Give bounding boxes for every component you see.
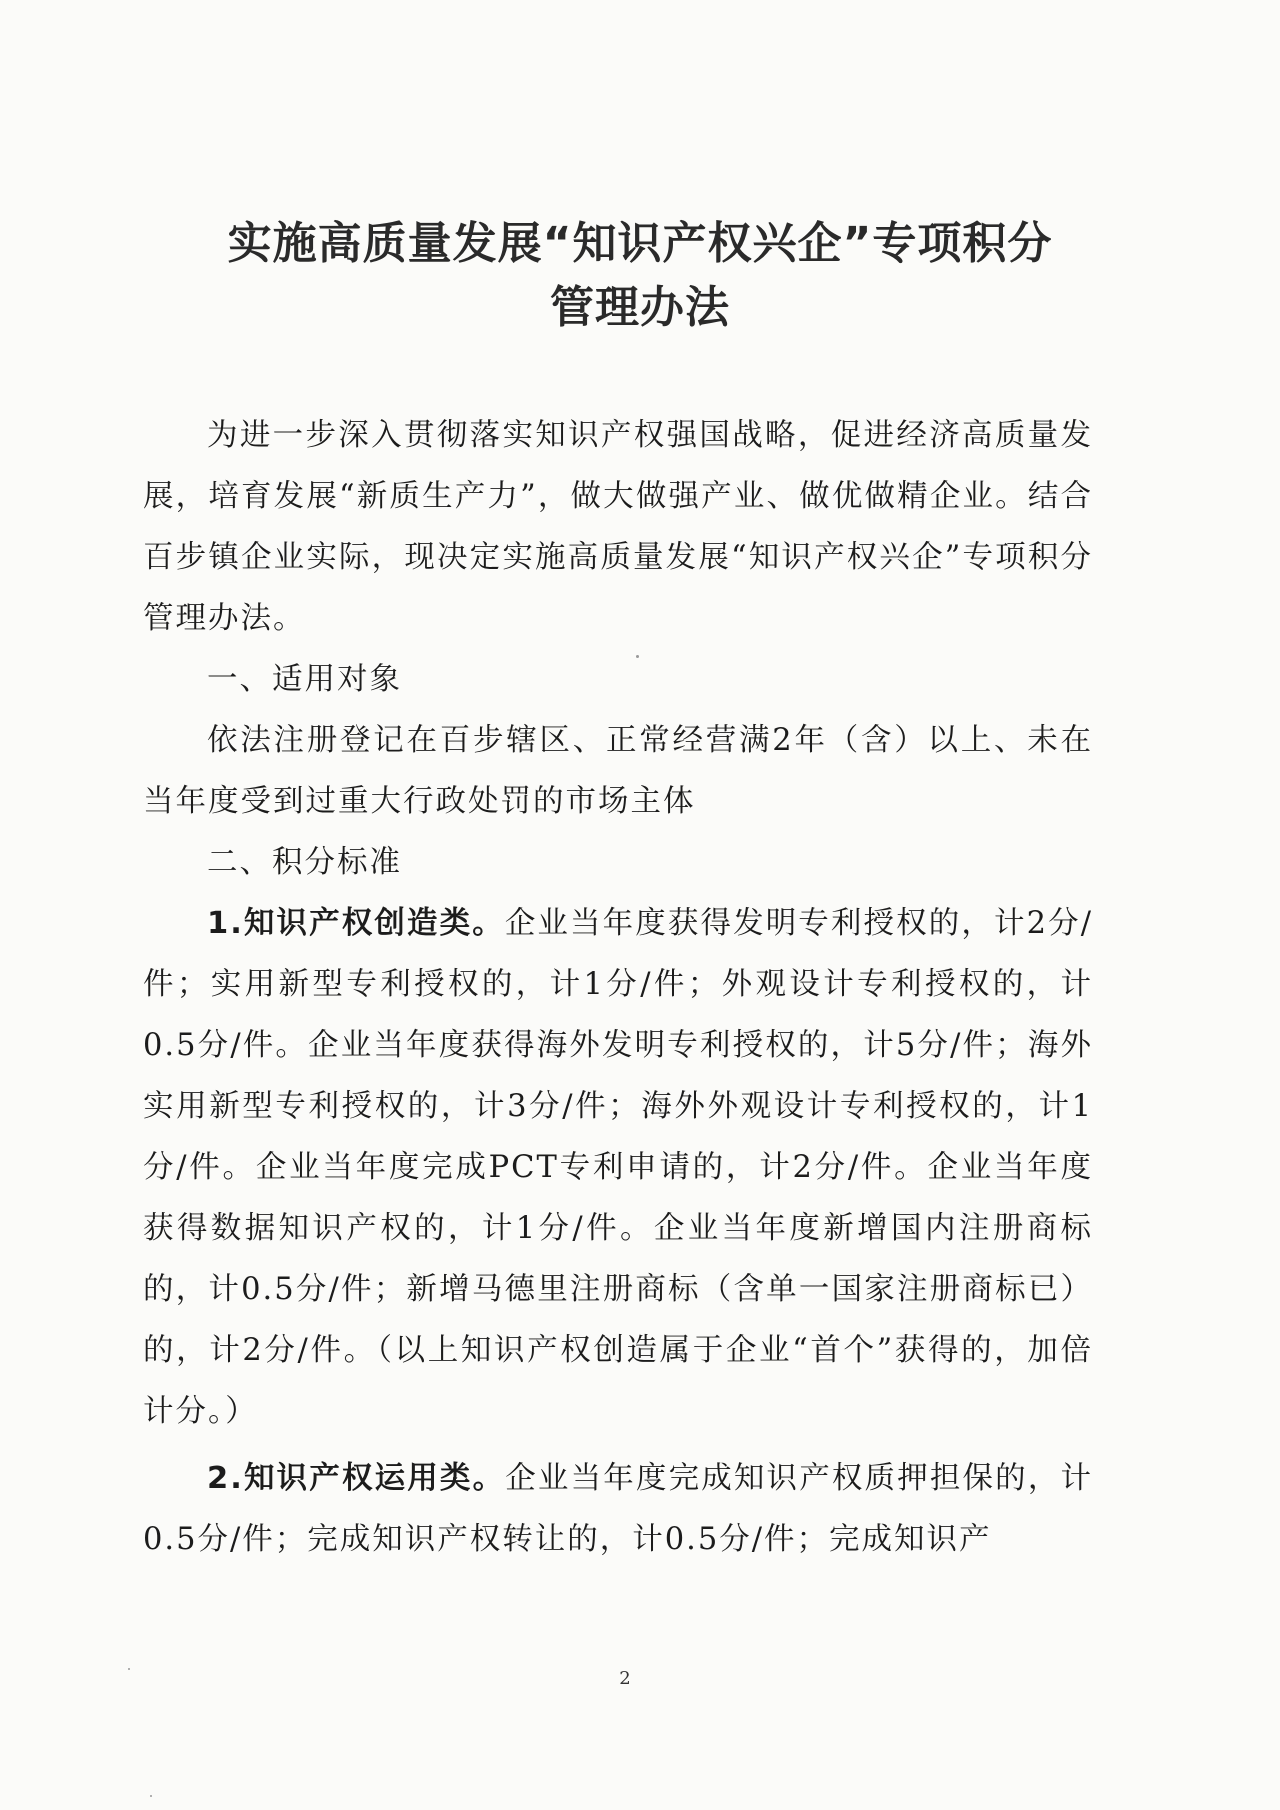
- document-body: [143, 405, 1093, 1570]
- item-lead-creation: 1.知识产权创造类。: [207, 906, 505, 941]
- criteria-item-application: [143, 1448, 1093, 1570]
- criteria-item-creation: [143, 893, 1093, 1442]
- scan-speck: [128, 1668, 130, 1670]
- title-line-1: 实施高质量发展“知识产权兴企”专项积分: [227, 218, 1053, 269]
- scan-speck: [636, 655, 639, 658]
- title-line-2: 管理办法: [550, 282, 730, 333]
- section-heading-applicable: 一、适用对象: [207, 662, 402, 697]
- document-title: [0, 212, 1280, 340]
- page-number: 2: [619, 1668, 631, 1689]
- applicable-paragraph: 依法注册登记在百步辖区、正常经营满2年（含）以上、未在当年度受到过重大行政处罚的市场主体: [143, 723, 1093, 819]
- item-text-application: 企业当年度完成知识产权质押担保的，计0.5分/件；完成知识产权转让的，计0.5分/件；完成知识产: [143, 1461, 1094, 1557]
- scan-speck: [150, 1795, 152, 1797]
- intro-paragraph: 为进一步深入贯彻落实知识产权强国战略，促进经济高质量发展，培育发展“新质生产力”，做大做强产业、做优做精企业。结合百步镇企业实际，现决定实施高质量发展“知识产权兴企”专项积分管理办法。: [143, 418, 1093, 636]
- section-heading-criteria: 二、积分标准: [207, 845, 402, 880]
- item-text-creation: 企业当年度获得发明专利授权的，计2分/件；实用新型专利授权的，计1分/件；外观设计专利授权的，计0.5分/件。企业当年度获得海外发明专利授权的，计5分/件；海外实用新型专利授权的，计3分/件；海外外观设计专利授权的，计1分/件。企业当年度完成PCT专利申请的，计2分/件。企业当年度获得数据知识产权的，计1分/件。企业当年度新增国内注册商标的，计0.5分/件；新增马德里注册商标（含单一国家注册商标已）的，计2分/件。（以上知识产权创造属于企业“首个”获得的，加倍计分。）: [143, 906, 1093, 1429]
- item-lead-application: 2.知识产权运用类。: [207, 1461, 506, 1496]
